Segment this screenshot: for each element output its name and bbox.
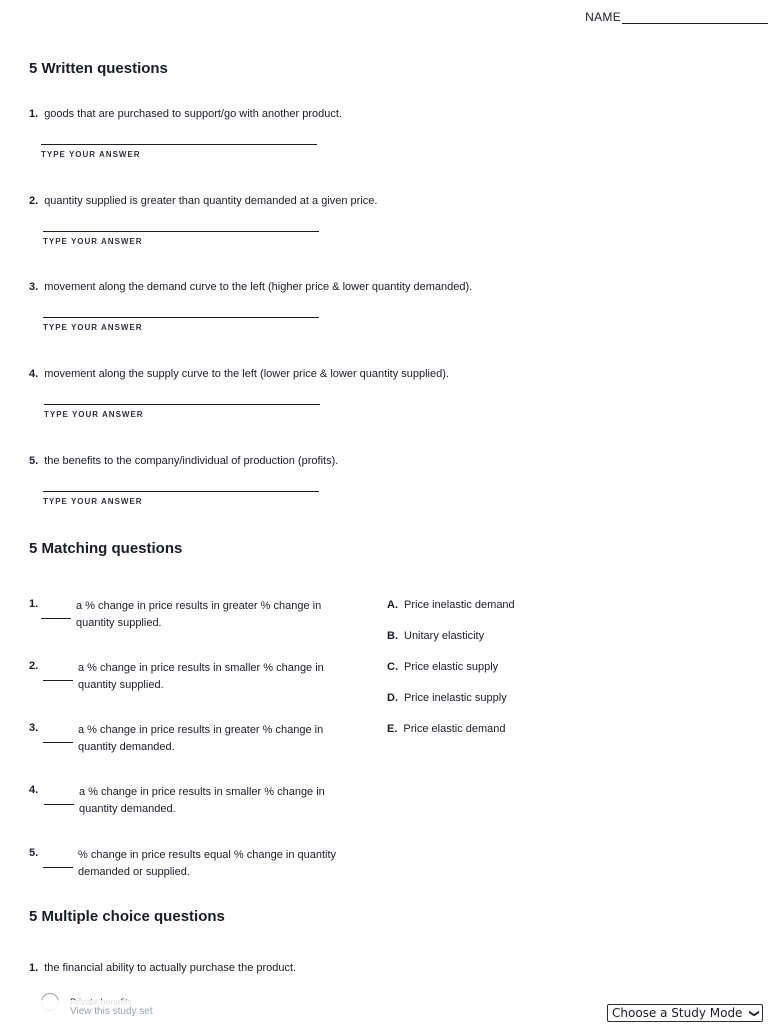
written-question [29, 368, 729, 419]
question-text: a % change in price results in greater % change in quantity demanded. [78, 724, 324, 753]
written-question [29, 108, 729, 159]
question-text: % change in price results equal % change in quantity demanded or supplied. [78, 849, 337, 878]
answer-hint: TYPE YOUR ANSWER [41, 150, 141, 159]
answer-text: Price inelastic demand [404, 599, 515, 611]
study-mode-select[interactable] [607, 1004, 763, 1022]
answer-letter: A. [387, 599, 398, 611]
answer-line[interactable] [43, 317, 319, 318]
matching-question [29, 598, 359, 638]
answer-letter: B. [387, 630, 398, 642]
matching-answer [387, 723, 506, 735]
answer-hint: TYPE YOUR ANSWER [43, 323, 143, 332]
question-number: 1. [29, 962, 39, 974]
matching-question [29, 660, 359, 700]
answer-text: Unitary elasticity [404, 630, 485, 642]
answer-hint: TYPE YOUR ANSWER [43, 497, 143, 506]
question-prompt: movement along the supply curve to the left (lower price & lower quantity supplied). [44, 368, 449, 380]
answer-blank[interactable] [41, 618, 71, 619]
question-number: 1. [29, 108, 39, 120]
question-number: 4. [29, 784, 39, 796]
question-prompt: quantity supplied is greater than quantity demanded at a given price. [44, 195, 378, 207]
name-field [585, 10, 768, 24]
answer-hint: TYPE YOUR ANSWER [44, 410, 144, 419]
answer-text: Price elastic demand [403, 723, 506, 735]
matching-question [29, 722, 359, 762]
answer-line[interactable] [44, 404, 320, 405]
question-number: 2. [29, 195, 39, 207]
question-text: a % change in price results in greater % change in quantity supplied. [76, 600, 322, 629]
question-number: 3. [29, 281, 39, 293]
answer-letter: C. [387, 661, 398, 673]
matching-question [29, 784, 359, 824]
question-number: 1. [29, 598, 39, 610]
matching-section-title: 5 Matching questions [29, 540, 183, 557]
multiple-choice-question [29, 962, 296, 974]
matching-answer [387, 692, 507, 704]
answer-blank[interactable] [44, 804, 74, 805]
answer-text: Price inelastic supply [404, 692, 507, 704]
matching-answer [387, 599, 515, 611]
written-question [29, 455, 729, 506]
answer-blank[interactable] [43, 680, 73, 681]
answer-hint: TYPE YOUR ANSWER [43, 237, 143, 246]
question-text: a % change in price results in smaller % change in quantity supplied. [78, 662, 324, 691]
question-number: 5. [29, 847, 39, 859]
question-prompt: the benefits to the company/individual of production (profits). [44, 455, 339, 467]
answer-line[interactable] [43, 491, 319, 492]
written-question [29, 281, 729, 332]
view-study-set-link[interactable]: View this study set [70, 1006, 153, 1017]
answer-line[interactable] [41, 144, 317, 145]
chevron-down-icon: ❯ [748, 1008, 760, 1018]
written-question [29, 195, 729, 246]
question-number: 2. [29, 660, 39, 672]
answer-blank[interactable] [43, 867, 73, 868]
answer-line[interactable] [43, 231, 319, 232]
question-number: 5. [29, 455, 39, 467]
name-underline [622, 10, 768, 24]
answer-letter: D. [387, 692, 398, 704]
question-prompt: goods that are purchased to support/go with another product. [44, 108, 342, 120]
answer-text: Price elastic supply [404, 661, 499, 673]
multiple-choice-section-title: 5 Multiple choice questions [29, 908, 225, 925]
matching-question [29, 847, 359, 887]
answer-letter: E. [387, 723, 398, 735]
question-number: 3. [29, 722, 39, 734]
question-prompt: movement along the demand curve to the left (higher price & lower quantity demanded). [44, 281, 473, 293]
question-text: the financial ability to actually purchase the product. [44, 962, 297, 974]
study-mode-value: Choose a Study Mode [612, 1006, 743, 1020]
name-label: NAME [585, 10, 621, 24]
matching-answer [387, 661, 498, 673]
matching-answer [387, 630, 484, 642]
question-number: 4. [29, 368, 39, 380]
answer-blank[interactable] [43, 742, 73, 743]
question-text: a % change in price results in smaller % change in quantity demanded. [79, 786, 325, 815]
written-section-title: 5 Written questions [29, 60, 168, 77]
